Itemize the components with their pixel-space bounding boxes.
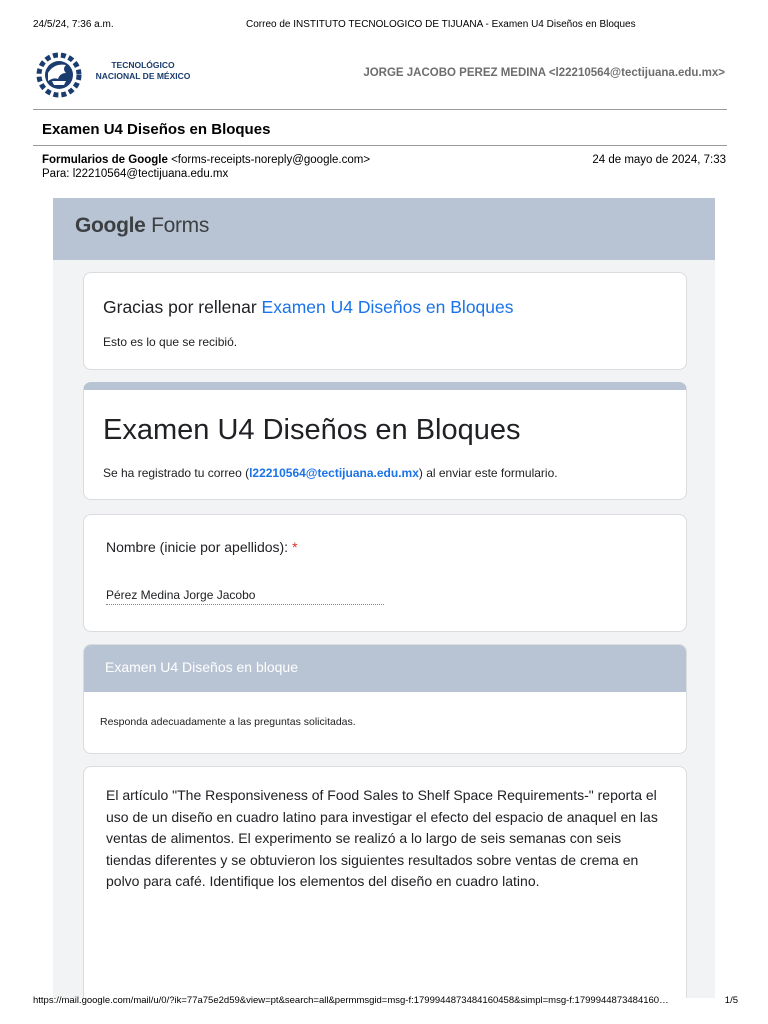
tecnm-logo-icon [36, 51, 82, 99]
form-title: Examen U4 Diseños en Bloques [103, 414, 521, 446]
to-address: l22210564@tectijuana.edu.mx [72, 168, 229, 180]
section-header [84, 645, 687, 692]
registered-suffix: ) al enviar este formulario. [418, 466, 558, 480]
brand-row [33, 48, 727, 108]
thanks-card [83, 272, 687, 370]
logo-line-2: NACIONAL DE MÉXICO [95, 71, 191, 81]
registered-email-notice [103, 466, 558, 480]
print-url: https://mail.google.com/mail/u/0/?ik=77a75e2d59&view=pt&search=all&permmsgid=msg-f:1799944873484160458&simpl=msg-f:1799944873484160… [33, 995, 669, 1006]
email-subject: Examen U4 Diseños en Bloques [42, 121, 271, 138]
forms-header [53, 198, 715, 260]
forms-wordmark: Forms [151, 214, 210, 237]
received-text: Esto es lo que se recibió. [103, 335, 238, 349]
form-link[interactable]: Examen U4 Diseños en Bloques [261, 297, 514, 317]
email-meta [42, 154, 727, 180]
sender-name: Formularios de Google [42, 154, 168, 166]
question-card-latin-square [83, 766, 687, 998]
print-title: Correo de INSTITUTO TECNOLOGICO DE TIJUANA - Examen U4 Diseños en Bloques [246, 19, 636, 30]
recipient-account: JORGE JACOBO PEREZ MEDINA <l22210564@tectijuana.edu.mx> [363, 67, 725, 79]
print-header [0, 0, 768, 40]
print-footer [0, 993, 768, 1013]
section-description: Responda adecuadamente a las preguntas solicitadas. [100, 716, 356, 728]
thanks-heading [103, 297, 514, 318]
divider [33, 109, 727, 110]
sender-address: <forms-receipts-noreply@google.com> [171, 154, 371, 166]
logo-line-1: TECNOLÓGICO [111, 60, 175, 70]
question-text: El artículo "The Responsiveness of Food Sales to Shelf Space Requirements-" reporta el uso de un diseño en cuadro latino para investigar el efecto del espacio de anaquel en las ventas de alimentos. El experimento se realizó a lo largo de seis semanas con seis tiendas diferentes y se obtuvieron los siguientes resultados sobre ventas de crema en polvo para café. Identifique los elementos del diseño en cuadro latino. [106, 787, 658, 889]
registered-email-link[interactable]: l22210564@tectijuana.edu.mx [249, 466, 419, 480]
question-label [106, 539, 298, 555]
to-label: Para: [42, 168, 70, 180]
question-card-name [83, 514, 687, 632]
google-forms-logo [75, 214, 209, 238]
answer-value: Pérez Medina Jorge Jacobo [106, 588, 384, 605]
google-wordmark: Google [75, 214, 146, 237]
forms-receipt [53, 198, 715, 998]
page-number: 1/5 [724, 995, 738, 1006]
sent-date: 24 de mayo de 2024, 7:33 [592, 154, 726, 166]
print-datetime: 24/5/24, 7:36 a.m. [33, 19, 114, 30]
thanks-prefix: Gracias por rellenar [103, 297, 257, 317]
question-label-text: Nombre (inicie por apellidos): [106, 539, 289, 555]
section-title: Examen U4 Diseños en bloque [105, 659, 299, 675]
registered-prefix: Se ha registrado tu correo ( [103, 466, 250, 480]
required-mark: * [292, 539, 298, 555]
logo-text [83, 60, 203, 82]
section-card [83, 644, 687, 754]
form-title-card [83, 382, 687, 500]
to-line [42, 168, 228, 180]
divider [33, 145, 727, 146]
